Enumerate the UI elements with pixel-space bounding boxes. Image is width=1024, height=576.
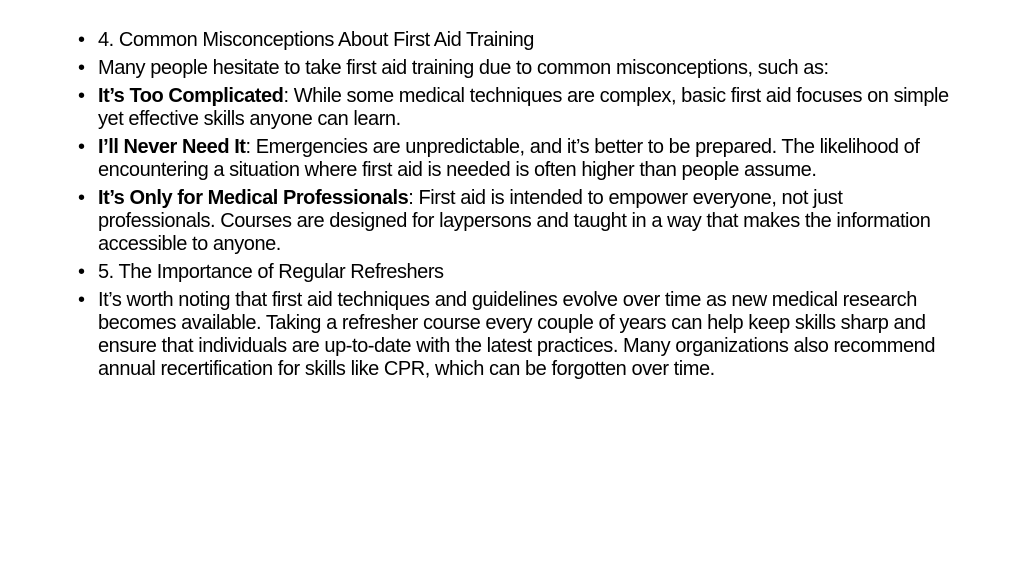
bullet-item-too-complicated	[76, 85, 956, 131]
bullet-item-intro	[76, 57, 956, 80]
bullet-item-heading-refreshers	[76, 261, 956, 284]
bullet-dot: •	[78, 29, 85, 51]
bullet-dot: •	[78, 261, 85, 283]
bullet-text: It’s worth noting that first aid techniques and guidelines evolve over time as new medical research becomes available. Taking a refresher course every couple of years can help keep skills sharp and ensure that individuals are up-to-date with the latest practices. Many organizations also recommend annual recertification for skills like CPR, which can be forgotten over time.	[98, 289, 936, 380]
bullet-dot: •	[78, 187, 85, 209]
bullet-dot: •	[78, 136, 85, 158]
bullet-list	[76, 29, 956, 386]
bullet-term: I’ll Never Need It	[98, 136, 246, 158]
bullet-text: While some medical techniques are complex, basic first aid focuses on simple yet effective skills anyone can learn.	[98, 85, 949, 130]
bullet-text: 4. Common Misconceptions About First Aid Training	[98, 29, 534, 51]
bullet-item-medical-professionals	[76, 187, 956, 256]
bullet-term: It’s Only for Medical Professionals	[98, 187, 409, 209]
bullet-separator: :	[283, 85, 294, 107]
bullet-text: Many people hesitate to take first aid training due to common misconceptions, such as:	[98, 57, 829, 79]
bullet-separator: :	[408, 187, 419, 209]
bullet-item-heading-misconceptions	[76, 29, 956, 52]
bullet-term: It’s Too Complicated	[98, 85, 284, 107]
bullet-item-never-need-it	[76, 136, 956, 182]
bullet-text: First aid is intended to empower everyone, not just professionals. Courses are designed for laypersons and taught in a way that makes the information accessible to anyone.	[98, 187, 931, 255]
bullet-dot: •	[78, 85, 85, 107]
bullet-text: 5. The Importance of Regular Refreshers	[98, 261, 444, 283]
bullet-text: Emergencies are unpredictable, and it’s better to be prepared. The likelihood of encountering a situation where first aid is needed is often higher than people assume.	[98, 136, 920, 181]
bullet-item-refreshers-detail	[76, 289, 956, 381]
bullet-separator: :	[245, 136, 256, 158]
bullet-dot: •	[78, 289, 85, 311]
bullet-dot: •	[78, 57, 85, 79]
